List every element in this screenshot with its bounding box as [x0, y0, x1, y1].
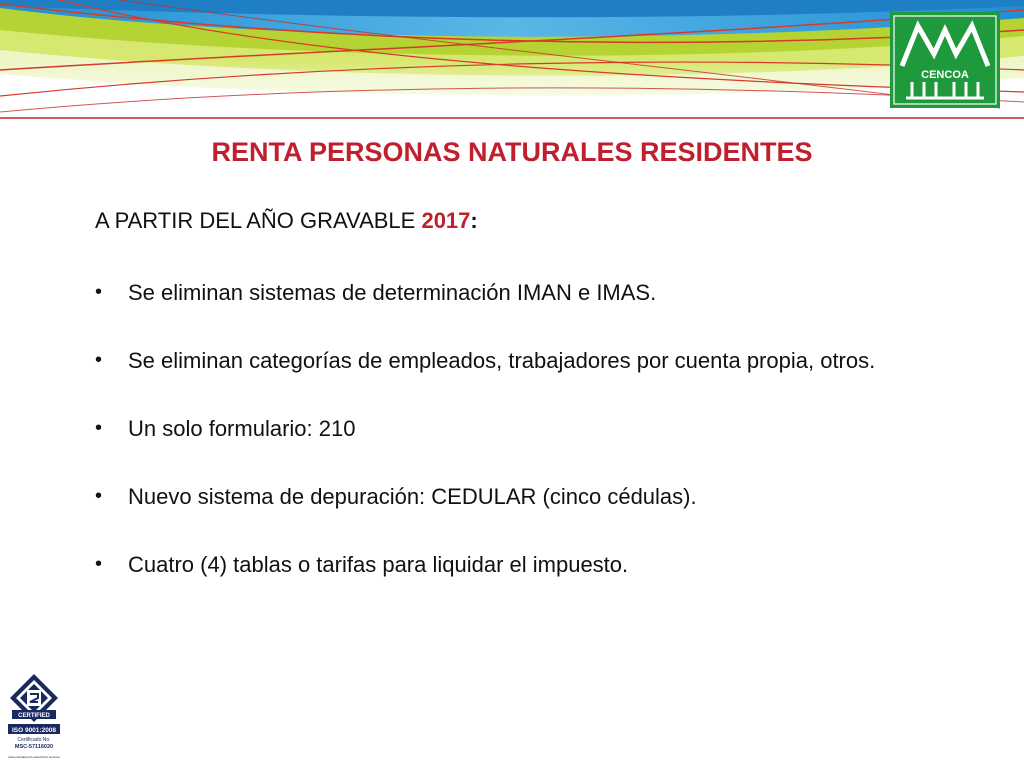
intro-suffix: :: [470, 208, 478, 233]
bullet-text: Se eliminan sistemas de determinación IMAN e IMAS.: [128, 280, 657, 305]
cert-badge-text: CERTIFIED: [18, 713, 50, 719]
bullet-icon: •: [95, 485, 103, 507]
list-item: [95, 276, 921, 309]
page-title: RENTA PERSONAS NATURALES RESIDENTES: [211, 137, 813, 167]
intro-year: 2017: [421, 208, 471, 233]
bullet-icon: •: [95, 349, 103, 371]
bullet-text: Se eliminan categorías de empleados, trabajadores por cuenta propia, otros.: [128, 348, 876, 373]
bullet-icon: •: [95, 281, 103, 303]
intro-line: [95, 208, 478, 234]
bullet-icon: •: [95, 417, 103, 439]
bullet-text: Nuevo sistema de depuración: CEDULAR (cinco cédulas).: [128, 484, 697, 509]
intro-prefix: A PARTIR DEL AÑO GRAVABLE: [95, 208, 422, 233]
bullet-text: Cuatro (4) tablas o tarifas para liquidar el impuesto.: [128, 552, 629, 577]
bullet-icon: •: [95, 553, 103, 575]
list-item: [95, 548, 921, 581]
cert-number: MSC-57116020: [14, 744, 54, 750]
header-banner: [0, 0, 1024, 125]
cert-standard: ISO 9001:2008: [11, 727, 57, 734]
cert-links: www.certidata.info www.fbcert.services: [8, 755, 60, 759]
iso-certification-badge: [6, 672, 62, 764]
logo-text: CENCOA: [921, 69, 969, 81]
list-item: [95, 480, 921, 513]
list-item: [95, 412, 921, 445]
bullet-list: [95, 276, 921, 616]
bullet-text: Un solo formulario: 210: [128, 416, 356, 441]
cert-label: Certificado No.: [17, 737, 51, 743]
list-item: [95, 344, 921, 377]
cencoa-logo: [890, 12, 1000, 108]
